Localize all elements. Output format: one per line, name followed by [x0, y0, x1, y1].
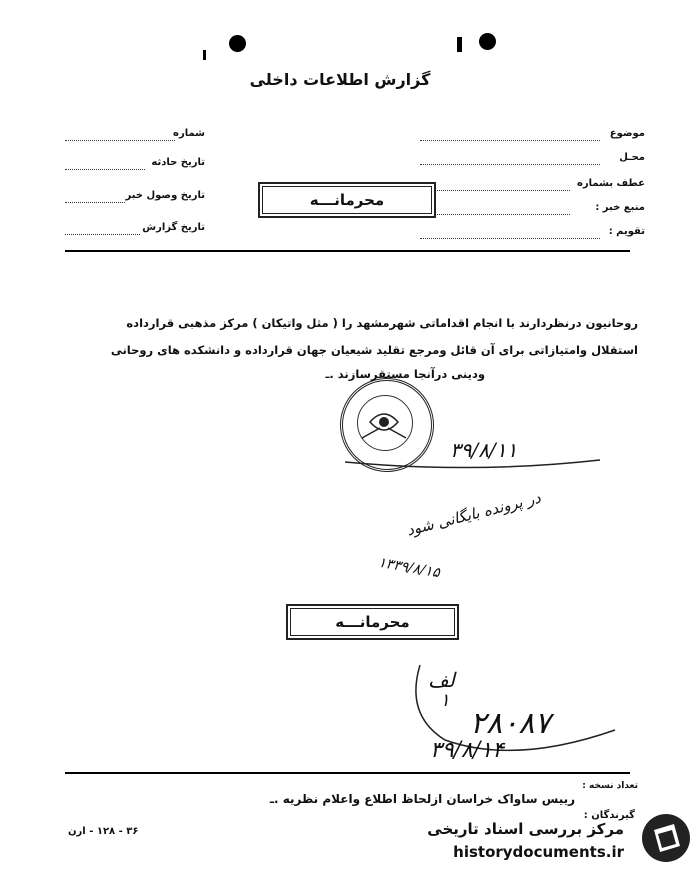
field-receipt-date-label: تاریخ وصول خبر — [125, 190, 205, 201]
field-evaluation-label: تقویم : — [608, 226, 645, 237]
field-number-label: شماره — [173, 128, 205, 139]
watermark-name: مرکز بررسی اسناد تاریخی — [427, 820, 624, 838]
field-subject-line — [420, 140, 600, 141]
field-ref-number-line — [420, 190, 570, 191]
reference-number: ۲۸۰۸۷ — [470, 706, 551, 741]
field-number-line — [65, 140, 175, 141]
field-place-line — [420, 164, 600, 165]
field-place-label: محـل — [619, 152, 645, 163]
confidential-stamp — [258, 182, 436, 218]
punch-mark — [457, 37, 462, 52]
handwritten-date-2: ۱۳۳۹/۸/۱۵ — [377, 554, 441, 582]
footer-divider — [65, 772, 630, 774]
field-incident-date-line — [65, 169, 145, 170]
field-subject-label: موضوع — [609, 128, 645, 139]
body-line-1: روحانیون درنظردارند با انجام اقداماتی شهرمشهد را ( مثل واتیکان ) مرکز مذهبی قرارداده — [126, 316, 638, 330]
field-receipt-date-line — [65, 202, 125, 203]
confidential-stamp-text: محرمانـــه — [262, 186, 432, 214]
punch-hole-left — [229, 35, 246, 52]
field-report-date-label: تاریخ گزارش — [142, 222, 205, 233]
punch-hole-right — [479, 33, 496, 50]
body-line-2: استقلال وامتیازاتی برای آن قائل ومرجع تقلید شیعیان جهان قرارداده و دانشکده های روحانی — [110, 343, 638, 357]
confidential-stamp-lower — [286, 604, 459, 640]
handwritten-note: در پرونده بایگانی شود — [404, 488, 543, 540]
watermark-logo-icon — [640, 812, 692, 864]
field-ref-number-label: عطف بشماره — [576, 178, 645, 189]
punch-mark — [203, 50, 206, 60]
reference-code-sub: ۱ — [440, 690, 450, 711]
header-divider — [65, 250, 630, 252]
handwritten-date-3: ۳۹/۸/۱۴ — [430, 738, 504, 763]
handwritten-underline — [345, 452, 605, 482]
field-source-label: منبع خبر : — [595, 202, 645, 213]
watermark-url: historydocuments.ir — [453, 843, 624, 861]
field-source-line — [420, 214, 570, 215]
field-report-date-line — [65, 234, 140, 235]
report-title: گزارش اطلاعات داخلی — [249, 70, 431, 89]
recipients-label: گیرندگان : — [583, 810, 635, 821]
confidential-stamp-lower-text: محرمانـــه — [290, 608, 455, 636]
handwritten-date-1: ۳۹/۸/۱۱ — [450, 438, 518, 462]
body-line-3: ودینی درآنجا مستقرسازند .ـ — [325, 367, 485, 381]
distribution-text: رییس ساواک خراسان ازلحاظ اطلاع واعلام نظریه .ـ — [269, 792, 575, 806]
copies-label: تعداد نسخه : — [582, 781, 638, 791]
form-code: ۳۶ - ۱۲۸ - ارن — [68, 826, 139, 837]
reference-code: لف — [428, 668, 455, 692]
field-evaluation-line — [420, 238, 600, 239]
field-incident-date-label: تاریخ حادثه — [151, 157, 205, 168]
